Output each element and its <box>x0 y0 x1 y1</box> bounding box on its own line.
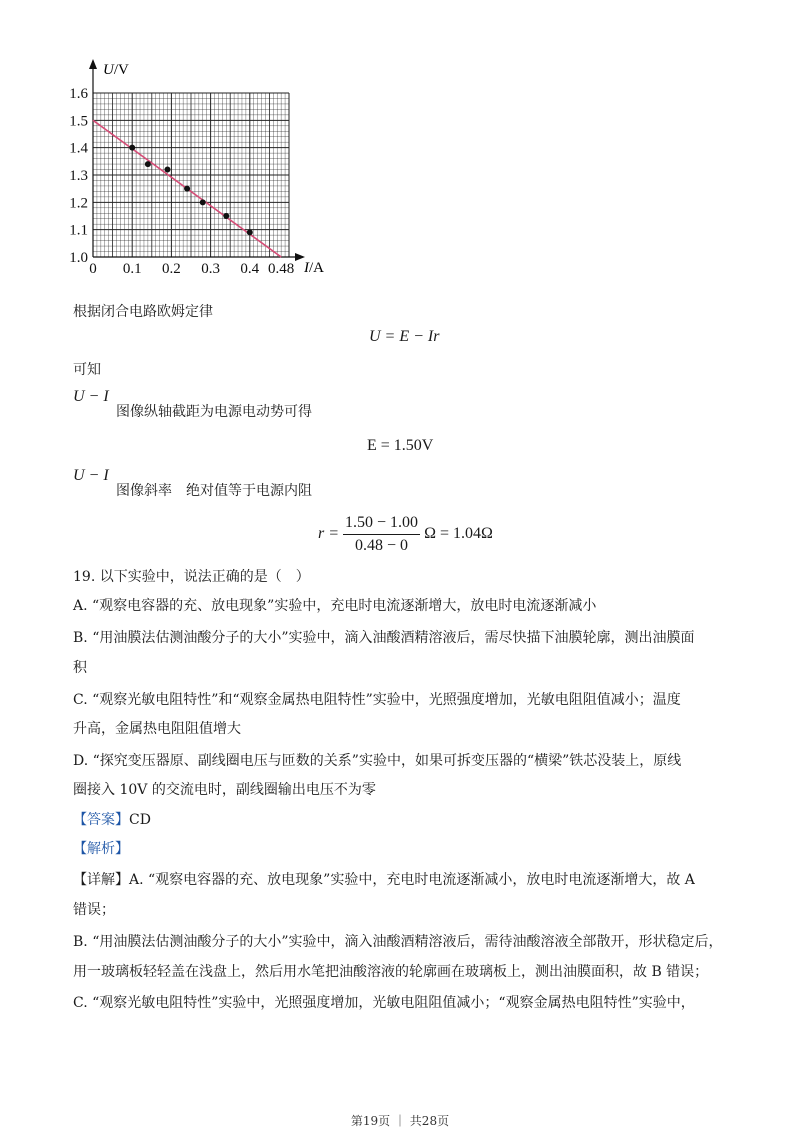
y-tick-label: 1.6 <box>69 86 88 102</box>
option-d: D. “探究变压器原、副线圈电压与匝数的关系”实验中，如果可拆变压器的“横梁”铁芯没装上，原线 <box>73 753 682 769</box>
y-axis-var: U <box>103 62 114 78</box>
equation-ohm-law: U = E − Ir <box>369 328 440 345</box>
eq-lhs: r = <box>318 525 340 543</box>
option-c-cont: 升高，金属热电阻阻值增大 <box>73 721 241 737</box>
detail-line: 错误； <box>73 902 115 918</box>
option-b-cont: 积 <box>73 660 87 676</box>
y-tick-label: 1.1 <box>69 222 88 239</box>
data-point <box>184 186 190 192</box>
x-tick-label: 0.1 <box>122 261 142 277</box>
eq-numerator: 1.50 − 1.00 <box>343 514 420 535</box>
x-axis-label <box>303 260 324 276</box>
eq-rhs: Ω = 1.04Ω <box>424 525 493 543</box>
y-axis-unit: /V <box>113 62 129 78</box>
detail-line <box>73 870 695 890</box>
y-tick-label: 1.5 <box>69 113 88 130</box>
detail-line: C. “观察光敏电阻特性”实验中，光照强度增加，光敏电阻阻值减小；“观察金属热电阻特性”实验中， <box>73 995 695 1011</box>
x-tick-label: 0.3 <box>201 261 220 277</box>
y-tick-label: 1.4 <box>69 140 88 157</box>
data-point <box>200 199 206 205</box>
chart-tick-labels <box>69 86 294 277</box>
data-point <box>164 167 170 173</box>
u-i-prefix: U − I <box>73 388 109 405</box>
question-19: 19. 以下实验中，说法正确的是（ ） <box>73 569 310 585</box>
option-a: A. “观察电容器的充、放电现象”实验中，充电时电流逐渐增大，放电时电流逐渐减小 <box>73 598 597 614</box>
y-axis-arrow <box>89 59 97 69</box>
answer-tag: 【答案】 <box>73 812 129 828</box>
detail-tag: 【详解】 <box>73 872 129 888</box>
chart-grid <box>93 93 289 257</box>
x-tick-label: 0.2 <box>162 261 181 277</box>
data-point <box>145 161 151 167</box>
answer-value: CD <box>129 812 151 828</box>
data-point <box>247 229 253 235</box>
chart-axes <box>89 59 305 261</box>
equation-resistance <box>318 514 493 555</box>
y-tick-label: 1.0 <box>69 250 88 266</box>
x-axis-var: I <box>304 260 309 276</box>
option-d-cont: 圈接入 10V 的交流电时，副线圈输出电压不为零 <box>73 782 376 798</box>
analysis-tag: 【解析】 <box>73 841 129 857</box>
answer-line <box>73 810 151 830</box>
u-i-chart <box>55 55 415 280</box>
detail-line: B. “用油膜法估测油酸分子的大小”实验中，滴入油酸酒精溶液后，需待油酸溶液全部散开，形状稳定后， <box>73 934 723 950</box>
option-c: C. “观察光敏电阻特性”和“观察金属热电阻特性”实验中，光照强度增加，光敏电阻阻值减小；温度 <box>73 692 681 708</box>
y-tick-label: 1.3 <box>69 168 88 184</box>
x-tick-label: 0 <box>89 261 97 277</box>
x-axis-unit: /A <box>309 260 324 276</box>
detail-line: 用一玻璃板轻轻盖在浅盘上，然后用水笔把油酸溶液的轮廓画在玻璃板上，测出油膜面积，故 B 错误； <box>73 964 709 980</box>
equation-emf: E = 1.50V <box>367 437 434 454</box>
text-line: 图像斜率 绝对值等于电源内阻 <box>116 483 312 499</box>
text-line: 根据闭合电路欧姆定律 <box>73 304 213 320</box>
option-b: B. “用油膜法估测油酸分子的大小”实验中，滴入油酸酒精溶液后，需尽快描下油膜轮廓，测出油膜面 <box>73 630 695 646</box>
data-point <box>223 213 229 219</box>
data-point <box>129 145 135 151</box>
u-i-prefix: U − I <box>73 467 109 484</box>
y-axis-label <box>103 62 129 78</box>
text-line: 图像纵轴截距为电源电动势可得 <box>116 404 312 420</box>
detail-text: A. “观察电容器的充、放电现象”实验中，充电时电流逐渐减小，放电时电流逐渐增大，故 A <box>129 872 695 888</box>
page-footer: 第19页 ｜ 共28页 <box>350 1114 450 1128</box>
x-tick-label: 0.48 <box>268 261 295 277</box>
text-line: 可知 <box>73 362 101 378</box>
x-tick-label: 0.4 <box>240 261 260 277</box>
eq-denominator: 0.48 − 0 <box>355 537 409 554</box>
eq-fraction <box>343 514 420 555</box>
y-tick-label: 1.2 <box>69 195 88 212</box>
